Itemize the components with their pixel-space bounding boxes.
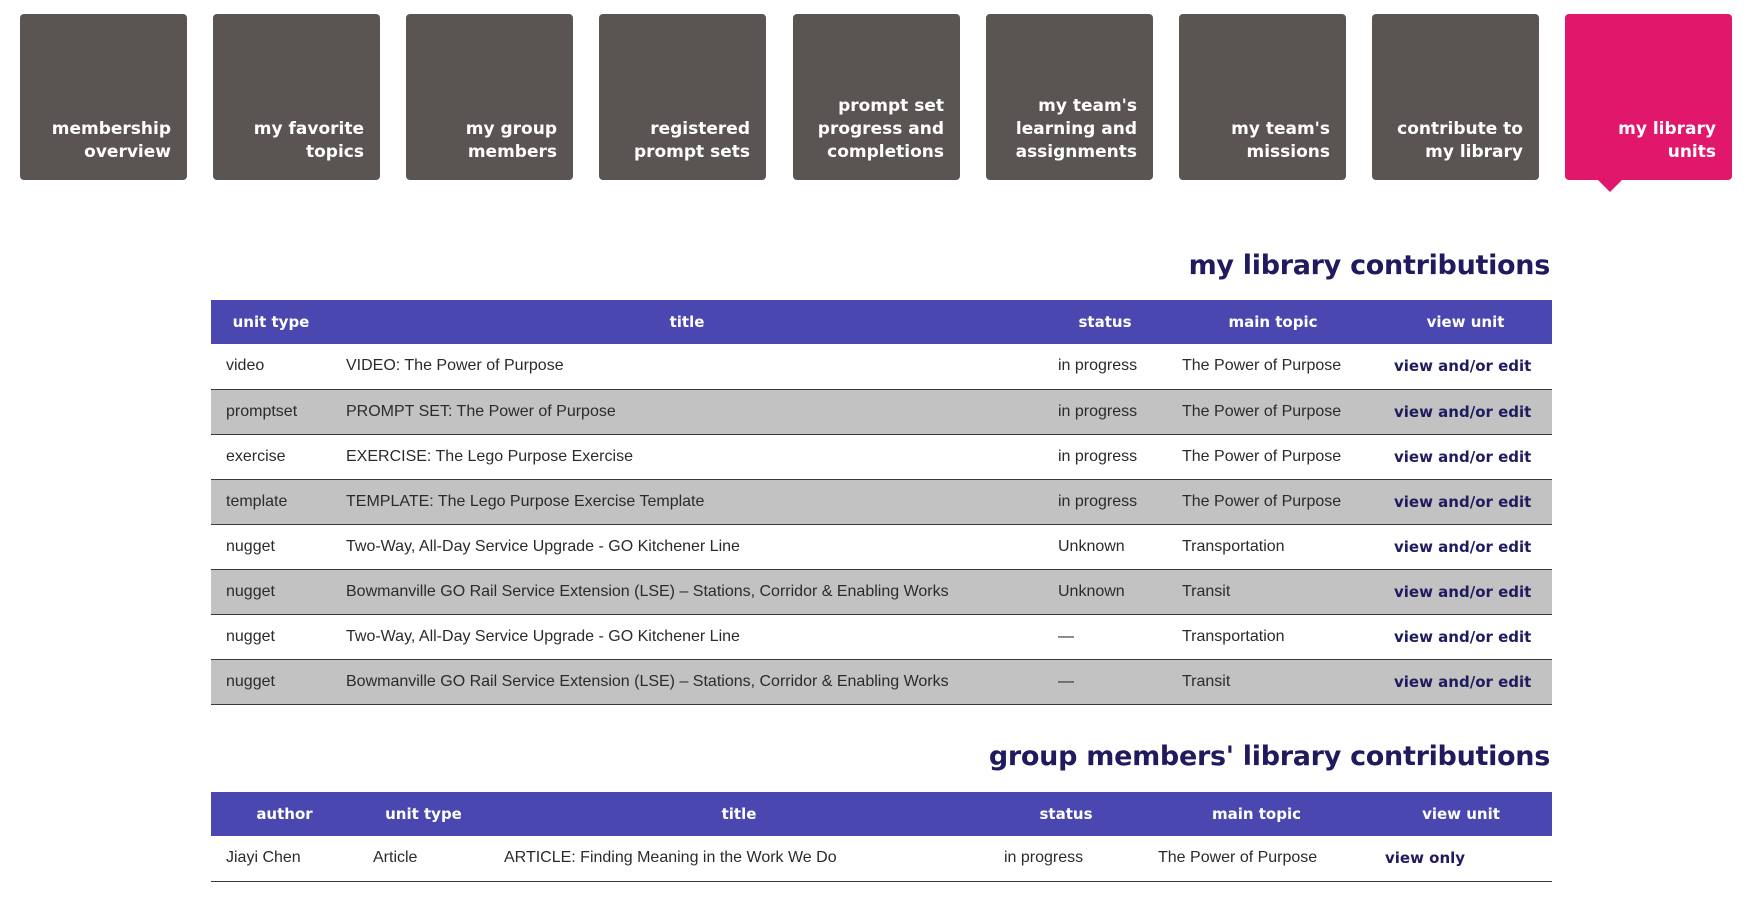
table-header-row bbox=[211, 792, 1552, 836]
tab-membership-overview[interactable] bbox=[20, 14, 187, 180]
table-row bbox=[211, 836, 1552, 881]
tab-prompt-set-progress[interactable] bbox=[793, 14, 960, 180]
unit-type-cell: nugget bbox=[211, 524, 331, 569]
column-header: main topic bbox=[1167, 300, 1379, 344]
table-row bbox=[211, 659, 1552, 704]
tab-label: membership overview bbox=[51, 119, 171, 162]
column-header: unit type bbox=[358, 792, 489, 836]
view-edit-link[interactable]: view and/or edit bbox=[1379, 434, 1552, 479]
title-cell: VIDEO: The Power of Purpose bbox=[331, 344, 1043, 389]
table-header-row bbox=[211, 300, 1552, 344]
view-edit-link[interactable]: view and/or edit bbox=[1379, 389, 1552, 434]
tab-team-learning[interactable] bbox=[986, 14, 1153, 180]
nav-tabs bbox=[20, 14, 1745, 180]
status-cell: — bbox=[1043, 614, 1167, 659]
title-cell: Two-Way, All-Day Service Upgrade - GO Kitchener Line bbox=[331, 524, 1043, 569]
table-row bbox=[211, 389, 1552, 434]
column-header: author bbox=[211, 792, 358, 836]
unit-type-cell: nugget bbox=[211, 659, 331, 704]
author-cell: Jiayi Chen bbox=[211, 836, 358, 881]
unit-type-cell: nugget bbox=[211, 614, 331, 659]
status-cell: in progress bbox=[1043, 434, 1167, 479]
unit-type-cell: nugget bbox=[211, 569, 331, 614]
unit-type-cell: video bbox=[211, 344, 331, 389]
tab-my-group-members[interactable] bbox=[406, 14, 573, 180]
table-row bbox=[211, 434, 1552, 479]
title-cell: Two-Way, All-Day Service Upgrade - GO Kitchener Line bbox=[331, 614, 1043, 659]
main-topic-cell: Transit bbox=[1167, 569, 1379, 614]
table-row bbox=[211, 524, 1552, 569]
status-cell: in progress bbox=[1043, 479, 1167, 524]
column-header: unit type bbox=[211, 300, 331, 344]
unit-type-cell: exercise bbox=[211, 434, 331, 479]
status-cell: in progress bbox=[1043, 389, 1167, 434]
title-cell: TEMPLATE: The Lego Purpose Exercise Template bbox=[331, 479, 1043, 524]
view-edit-link[interactable]: view and/or edit bbox=[1379, 524, 1552, 569]
status-cell: Unknown bbox=[1043, 569, 1167, 614]
tab-label: contribute to my library bbox=[1397, 119, 1523, 162]
tab-label: my library units bbox=[1618, 119, 1716, 162]
column-header: view unit bbox=[1370, 792, 1552, 836]
main-topic-cell: Transportation bbox=[1167, 524, 1379, 569]
table-row bbox=[211, 479, 1552, 524]
table-row bbox=[211, 344, 1552, 389]
tab-contribute-library[interactable] bbox=[1372, 14, 1539, 180]
tab-label: my favorite topics bbox=[253, 119, 364, 162]
column-header: title bbox=[331, 300, 1043, 344]
main-topic-cell: The Power of Purpose bbox=[1167, 389, 1379, 434]
column-header: view unit bbox=[1379, 300, 1552, 344]
view-edit-link[interactable]: view and/or edit bbox=[1379, 614, 1552, 659]
title-cell: PROMPT SET: The Power of Purpose bbox=[331, 389, 1043, 434]
table-row bbox=[211, 569, 1552, 614]
unit-type-cell: template bbox=[211, 479, 331, 524]
main-topic-cell: The Power of Purpose bbox=[1167, 434, 1379, 479]
main-topic-cell: Transit bbox=[1167, 659, 1379, 704]
status-cell: Unknown bbox=[1043, 524, 1167, 569]
tab-registered-prompt-sets[interactable] bbox=[599, 14, 766, 180]
view-edit-link[interactable]: view and/or edit bbox=[1379, 344, 1552, 389]
section-title-group-contributions: group members' library contributions bbox=[988, 741, 1550, 772]
unit-type-cell: promptset bbox=[211, 389, 331, 434]
tab-label: registered prompt sets bbox=[633, 119, 750, 162]
section-title-my-contributions: my library contributions bbox=[1188, 250, 1550, 281]
view-edit-link[interactable]: view and/or edit bbox=[1379, 659, 1552, 704]
main-topic-cell: The Power of Purpose bbox=[1143, 836, 1370, 881]
table-row bbox=[211, 614, 1552, 659]
tab-my-favorite-topics[interactable] bbox=[213, 14, 380, 180]
title-cell: ARTICLE: Finding Meaning in the Work We Do bbox=[489, 836, 989, 881]
main-topic-cell: The Power of Purpose bbox=[1167, 479, 1379, 524]
tab-team-missions[interactable] bbox=[1179, 14, 1346, 180]
title-cell: EXERCISE: The Lego Purpose Exercise bbox=[331, 434, 1043, 479]
title-cell: Bowmanville GO Rail Service Extension (LSE) – Stations, Corridor & Enabling Works bbox=[331, 659, 1043, 704]
status-cell: — bbox=[1043, 659, 1167, 704]
tab-label: my team's missions bbox=[1231, 119, 1330, 162]
column-header: status bbox=[989, 792, 1143, 836]
group-contributions-table bbox=[211, 792, 1552, 882]
my-contributions-table bbox=[211, 300, 1552, 705]
column-header: status bbox=[1043, 300, 1167, 344]
column-header: main topic bbox=[1143, 792, 1370, 836]
tab-label: my team's learning and assignments bbox=[1015, 96, 1137, 162]
tab-my-library-units[interactable] bbox=[1565, 14, 1732, 180]
column-header: title bbox=[489, 792, 989, 836]
status-cell: in progress bbox=[989, 836, 1143, 881]
status-cell: in progress bbox=[1043, 344, 1167, 389]
tab-label: my group members bbox=[465, 119, 557, 162]
main-topic-cell: The Power of Purpose bbox=[1167, 344, 1379, 389]
unit-type-cell: Article bbox=[358, 836, 489, 881]
title-cell: Bowmanville GO Rail Service Extension (LSE) – Stations, Corridor & Enabling Works bbox=[331, 569, 1043, 614]
tab-label: prompt set progress and completions bbox=[817, 96, 944, 162]
main-topic-cell: Transportation bbox=[1167, 614, 1379, 659]
view-edit-link[interactable]: view and/or edit bbox=[1379, 569, 1552, 614]
view-edit-link[interactable]: view and/or edit bbox=[1379, 479, 1552, 524]
view-only-link[interactable]: view only bbox=[1370, 836, 1552, 881]
